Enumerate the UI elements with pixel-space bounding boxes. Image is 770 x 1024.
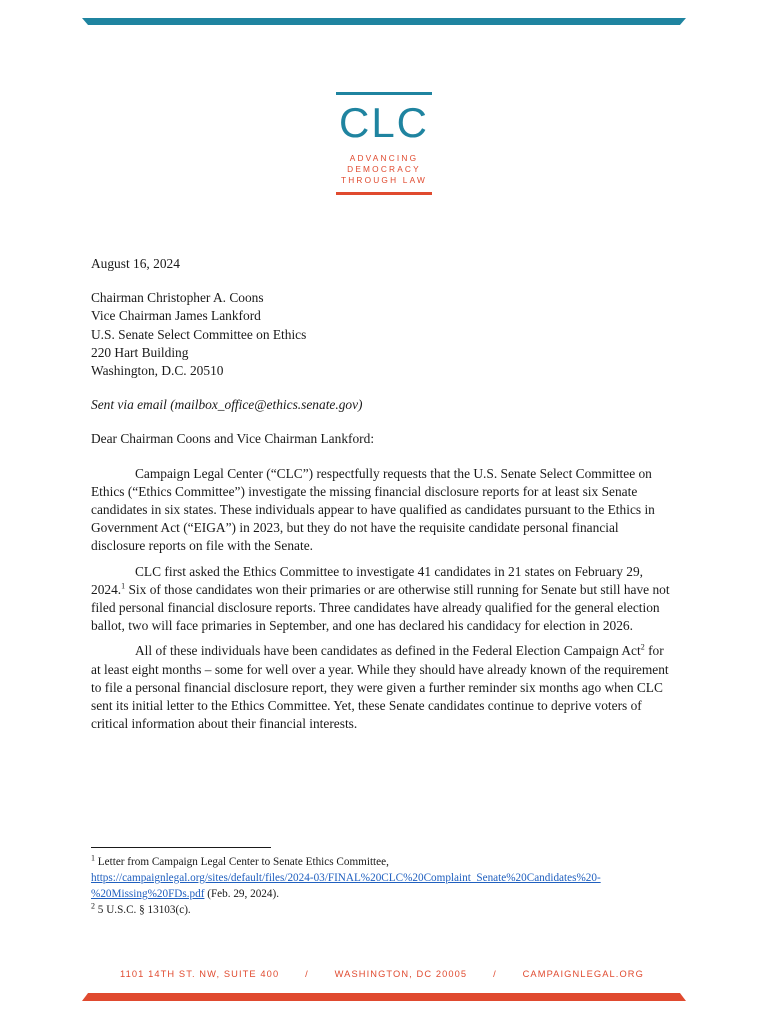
paragraph-2-text-b: Six of those candidates won their primaries or are otherwise still running for Senate but still have not filed personal financial disclosure reports. Three candidates have already qualified for the general election ballot, two will face primaries in September, and one has declared his candidacy for election in 2026. xyxy=(91,581,670,634)
footnote-divider xyxy=(91,847,271,848)
letter-body xyxy=(91,255,676,740)
salutation: Dear Chairman Coons and Vice Chairman Lankford: xyxy=(91,431,375,447)
paragraph-3-text-b: for at least eight months – some for well over a year. While they should have already known of the requirement to file a personal financial disclosure report, they were given a further reminder six months ago when CLC sent its initial letter to the Ethics Committee. Yet, these Senate candidates continue to deprive voters of critical information about their financial interests. xyxy=(91,643,669,732)
paragraph-3 xyxy=(91,642,676,733)
footer-separator: / xyxy=(305,969,309,979)
paragraph-2-text-a: CLC first asked the Ethics Committee to investigate 41 candidates in 21 states on February 29, 2024. xyxy=(91,563,644,597)
address-line: Chairman Christopher A. Coons xyxy=(91,290,264,306)
footnotes xyxy=(91,854,676,918)
footnote-ref-2[interactable]: 2 xyxy=(640,642,645,652)
address-line: 220 Hart Building xyxy=(91,344,189,360)
footer-website[interactable]: CAMPAIGNLEGAL.ORG xyxy=(522,969,644,979)
tagline-line-1: ADVANCING xyxy=(349,153,419,163)
footnote-2-number: 2 xyxy=(91,901,95,911)
address-line: U.S. Senate Select Committee on Ethics xyxy=(91,326,307,342)
address-line: Washington, D.C. 20510 xyxy=(91,363,224,379)
letter-date: August 16, 2024 xyxy=(91,256,180,271)
bottom-accent-bar xyxy=(82,993,686,1001)
footnote-1-tail: (Feb. 29, 2024). xyxy=(204,888,280,900)
logo-bottom-rule xyxy=(336,192,432,195)
footnote-1-link[interactable]: https://campaignlegal.org/sites/default/files/2024-03/FINAL%20CLC%20Complaint_Senate%20Candidates%20-%20Missing%20FDs.pdf xyxy=(91,872,601,900)
paragraph-1: Campaign Legal Center (“CLC”) respectfully requests that the U.S. Senate Select Committee on Ethics (“Ethics Committee”) investigate the missing financial disclosure reports for at least six Senate candidates in six states. These individuals appear to have qualified as candidates pursuant to the Ethics in Government Act (“EIGA”) in 2023, but they do not have the requisite candidate personal financial disclosure reports on file with the Senate. xyxy=(91,465,655,554)
sent-via-note: Sent via email (mailbox_office@ethics.senate.gov) xyxy=(91,397,363,413)
letterhead-footer xyxy=(82,969,686,979)
paragraph-2 xyxy=(91,563,676,636)
footnote-1 xyxy=(91,854,676,902)
top-accent-bar xyxy=(82,18,686,25)
footnote-ref-1[interactable]: 1 xyxy=(121,581,126,591)
paragraph-3-text-a: All of these individuals have been candidates as defined in the Federal Election Campaign Act xyxy=(135,643,641,659)
footer-separator: / xyxy=(493,969,497,979)
footer-address: 1101 14TH ST. NW, SUITE 400 xyxy=(120,969,280,979)
address-line: Vice Chairman James Lankford xyxy=(91,308,261,324)
footnote-2 xyxy=(91,902,676,918)
tagline-line-3: THROUGH LAW xyxy=(340,175,428,185)
clc-logo xyxy=(336,92,432,195)
footnote-1-number: 1 xyxy=(91,853,95,863)
footer-city: WASHINGTON, DC 20005 xyxy=(334,969,468,979)
recipient-address xyxy=(91,289,676,380)
footnote-2-text: 5 U.S.C. § 13103(c). xyxy=(95,904,191,916)
logo-top-rule xyxy=(336,92,432,95)
logo-mark: CLC xyxy=(338,99,430,146)
footnote-1-text: Letter from Campaign Legal Center to Senate Ethics Committee, xyxy=(95,856,389,868)
logo-tagline xyxy=(336,153,432,186)
tagline-line-2: DEMOCRACY xyxy=(347,164,421,174)
